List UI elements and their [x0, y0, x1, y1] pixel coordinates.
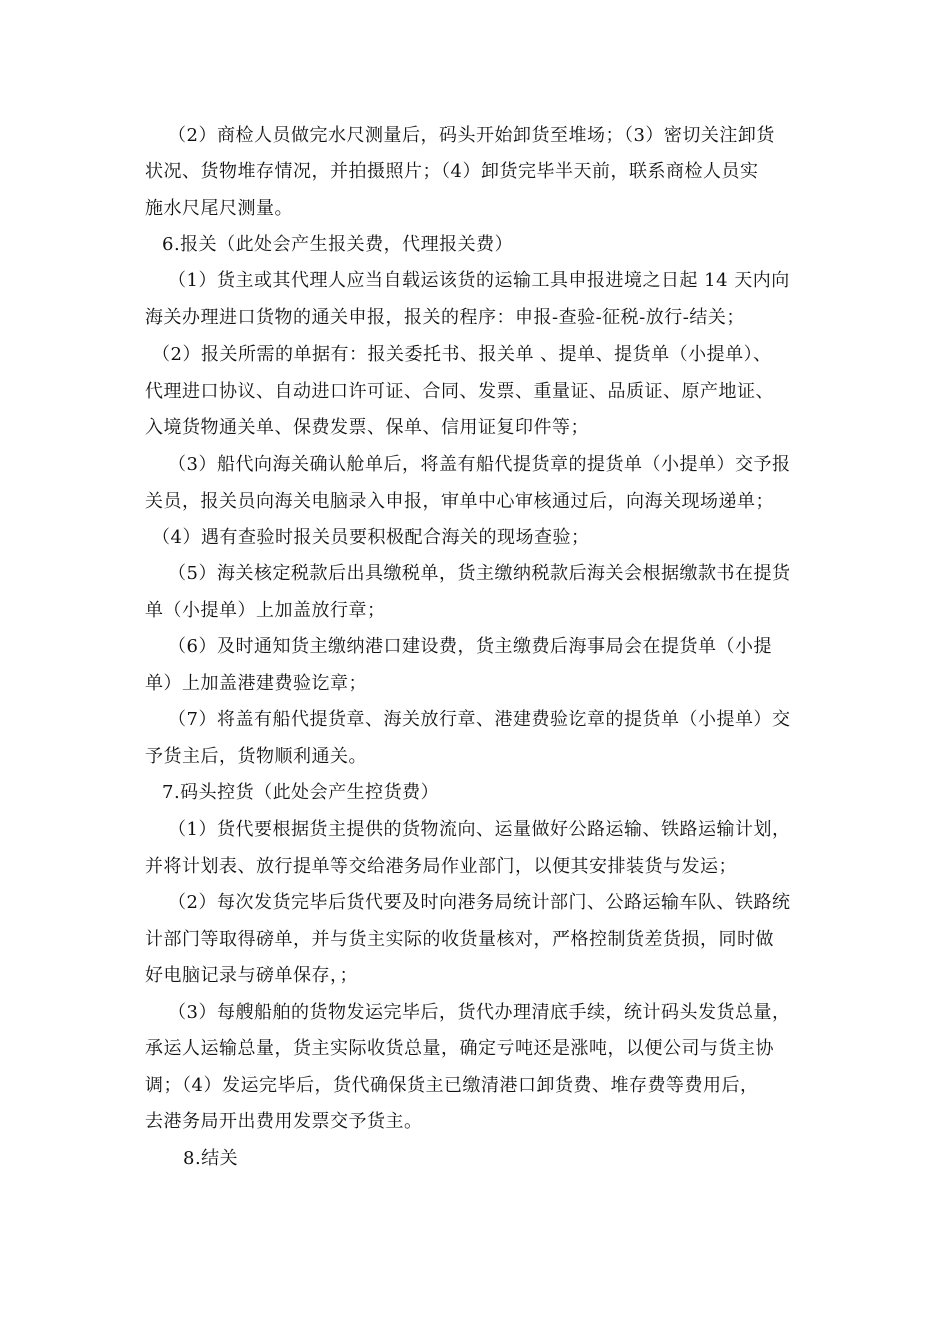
text-line: （7）将盖有船代提货章、海关放行章、港建费验讫章的提货单（小提单）交	[168, 709, 791, 730]
text-line: 并将计划表、放行提单等交给港务局作业部门，以便其安排装货与发运；	[145, 856, 737, 877]
text-line: （1）货代要根据货主提供的货物流向、运量做好公路运输、铁路运输计划，	[168, 819, 791, 840]
text-line: 关员，报关员向海关电脑录入申报，审单中心审核通过后，向海关现场递单；	[145, 491, 774, 512]
text-line: （3）每艘船舶的货物发运完毕后，货代办理清底手续，统计码头发货总量，	[168, 1002, 791, 1023]
text-line: 海关办理进口货物的通关申报，报关的程序：申报-查验-征税-放行-结关；	[145, 307, 745, 328]
text-line: （6）及时通知货主缴纳港口建设费，货主缴费后海事局会在提货单（小提	[168, 636, 772, 657]
text-line: （2）商检人员做完水尺测量后，码头开始卸货至堆场；（3）密切关注卸货	[168, 125, 775, 146]
section-heading: 7.码头控货（此处会产生控货费）	[162, 782, 440, 803]
text-line: 入境货物通关单、保费发票、保单、信用证复印件等；	[145, 417, 589, 438]
text-line: 计部门等取得磅单，并与货主实际的收货量核对，严格控制货差货损，同时做	[145, 929, 774, 950]
text-line: （2）报关所需的单据有：报关委托书、报关单 、提单、提货单（小提单）、	[152, 344, 772, 365]
text-line: 单）上加盖港建费验讫章；	[145, 673, 367, 694]
section-heading: 6.报关（此处会产生报关费，代理报关费）	[162, 234, 514, 255]
text-line: 施水尺尾尺测量。	[145, 198, 293, 219]
text-line: 单（小提单）上加盖放行章；	[145, 600, 386, 621]
text-line: 去港务局开出费用发票交予货主。	[145, 1111, 423, 1132]
text-line: 予货主后，货物顺利通关。	[145, 746, 367, 767]
text-line: 代理进口协议、自动进口许可证、合同、发票、重量证、品质证、原产地证、	[145, 381, 774, 402]
text-line: （1）货主或其代理人应当自载运该货的运输工具申报进境之日起 14 天内向	[168, 270, 790, 291]
text-line: 好电脑记录与磅单保存，；	[145, 965, 358, 986]
text-line: （2）每次发货完毕后货代要及时向港务局统计部门、公路运输车队、铁路统	[168, 892, 791, 913]
text-line: 承运人运输总量，货主实际收货总量，确定亏吨还是涨吨，以便公司与货主协	[145, 1038, 774, 1059]
text-line: （3）船代向海关确认舱单后，将盖有船代提货章的提货单（小提单）交予报	[168, 454, 791, 475]
text-line: 调；（4）发运完毕后，货代确保货主已缴清港口卸货费、堆存费等费用后，	[145, 1075, 759, 1096]
text-line: （5）海关核定税款后出具缴税单，货主缴纳税款后海关会根据缴款书在提货	[168, 563, 791, 584]
section-heading: 8.结关	[183, 1148, 239, 1169]
text-line: （4）遇有查验时报关员要积极配合海关的现场查验；	[152, 527, 590, 548]
text-line: 状况、货物堆存情况，并拍摄照片；（4）卸货完毕半天前，联系商检人员实	[145, 161, 759, 182]
